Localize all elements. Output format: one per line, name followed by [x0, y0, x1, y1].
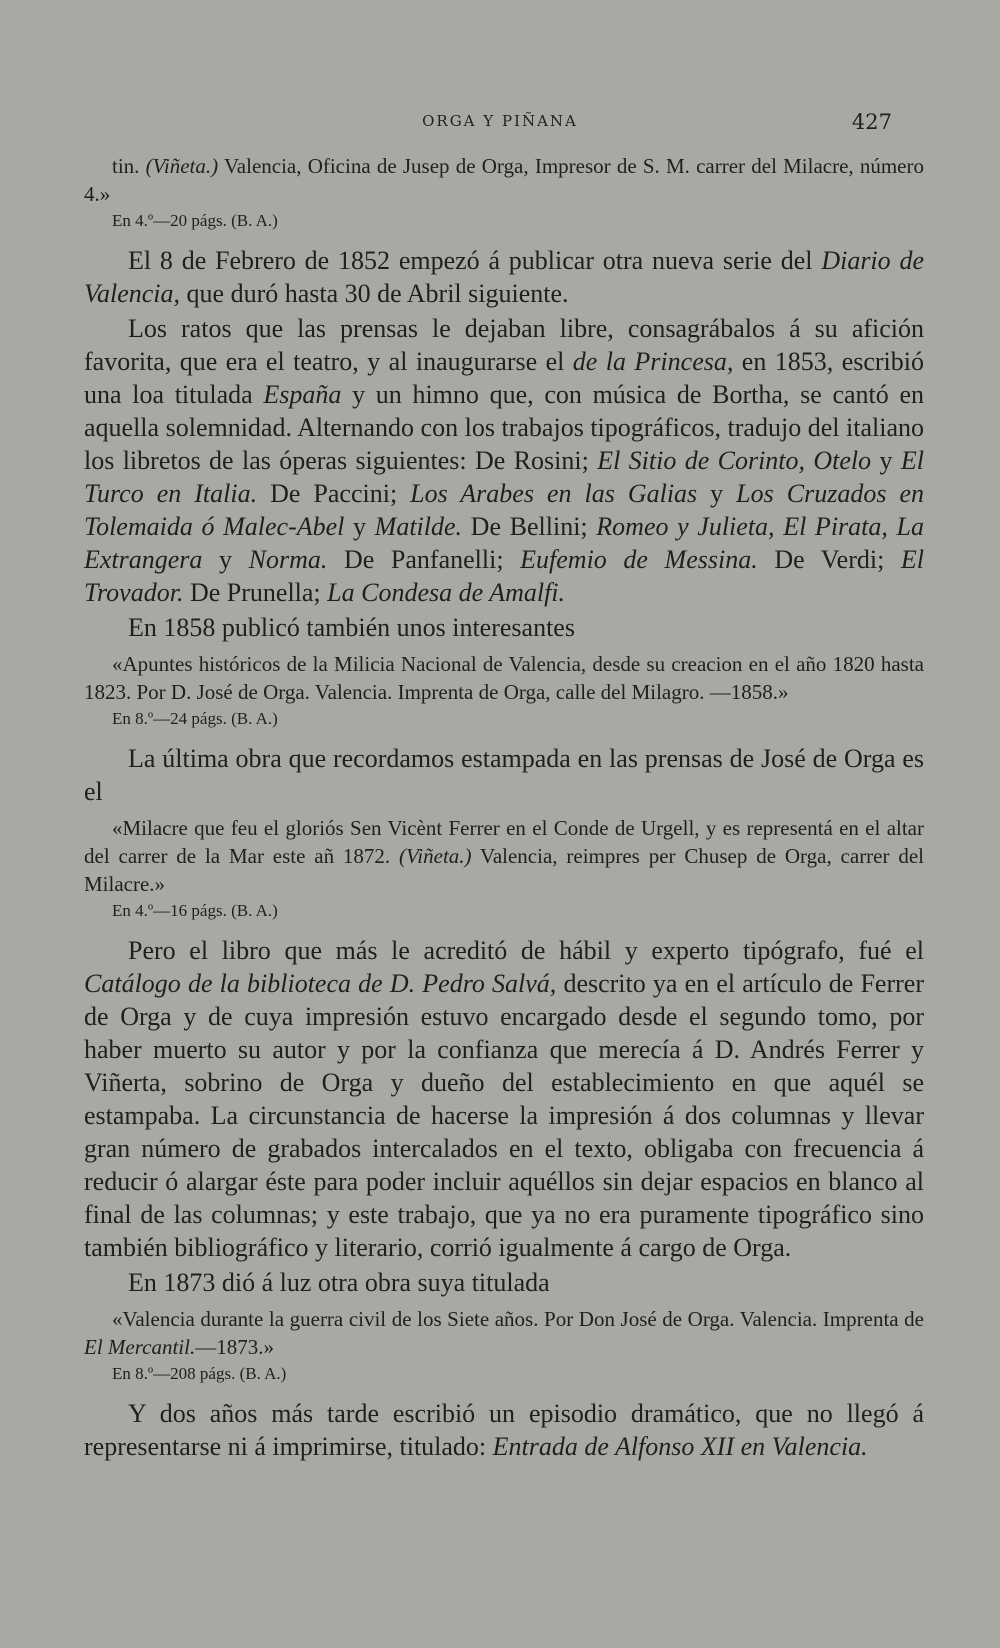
- page-body: [84, 146, 924, 1465]
- text-run: De Bellini;: [462, 512, 597, 541]
- text-run: «Milacre que feu el gloriós Sen Vicènt Ferrer en el Conde de Urgell, y es representá en el altar del carrer de la Mar este añ 1872.: [84, 816, 924, 868]
- italic-title: Norma.: [248, 545, 328, 574]
- italic-title: Eufemio de Messina.: [520, 545, 758, 574]
- text-run: Los ratos que las prensas le dejaban libre, consagrábalos á su afición favorita, que era el teatro, y al inaugurarse el: [84, 314, 924, 376]
- text-run: De Prunella;: [183, 578, 328, 607]
- text-run: y: [202, 545, 249, 574]
- text-run: «Valencia durante la guerra civil de los Siete años. Por Don José de Orga. Valencia. Imprenta de: [112, 1307, 924, 1331]
- text-run: Valencia, Oficina de Jusep de Orga, Impresor de S. M. carrer del Milacre, número 4.»: [84, 154, 924, 206]
- text-run: y: [344, 512, 375, 541]
- italic-title: Matilde.: [374, 512, 463, 541]
- text-run: Y dos años más tarde escribió un episodio dramático, que no llegó á representarse ni á imprimirse, titulado:: [84, 1399, 924, 1461]
- text-run: En 1858 publicó también unos interesantes: [128, 613, 575, 642]
- text-run: De Paccini;: [257, 479, 411, 508]
- text-run: Pero el libro que más le acreditó de hábil y experto tipógrafo, fué el: [128, 936, 924, 965]
- paragraph: [84, 312, 924, 609]
- italic-title: Diario de Valencia,: [84, 246, 924, 308]
- text-run: Valencia, reimpres per Chusep de Orga, carrer del Milacre.»: [84, 844, 924, 896]
- paragraph: [84, 742, 924, 808]
- paragraph: [84, 1266, 924, 1299]
- text-run: que duró hasta 30 de Abril siguiente.: [180, 279, 569, 308]
- text-run: De Panfanelli;: [327, 545, 521, 574]
- paragraph: [84, 244, 924, 310]
- italic-title: Romeo y Julieta, El Pirata, La Extrangera: [84, 512, 924, 574]
- text-run: y: [871, 446, 901, 475]
- text-run: En 1873 dió á luz otra obra suya titulada: [128, 1268, 550, 1297]
- text-run: —1873.»: [195, 1335, 274, 1359]
- italic-title: El Turco en Italia.: [84, 446, 924, 508]
- paragraph: [84, 611, 924, 644]
- format-note: En 8.º—24 págs. (B. A.): [112, 709, 278, 728]
- italic-title: Entrada de Alfonso XII en Valencia.: [492, 1432, 868, 1461]
- italic-title: España: [263, 380, 342, 409]
- italic-title: Los Arabes en las Galias: [410, 479, 698, 508]
- text-run: en 1853, escribió una loa titulada: [84, 347, 925, 409]
- italic-title: La Condesa de Amalfi.: [327, 578, 566, 607]
- text-run: descrito ya en el artículo de Ferrer de Orga y de cuya impresión estuvo encargado desde el segundo tomo, por haber muerto su autor y por la confianza que merecía á D. Andrés Ferrer y Viñerta, sobrino de Orga y dueño del establecimiento en que aquél se estampaba. La circunstancia de hacerse la impresión á dos columnas y llevar gran número de grabados intercalados en el texto, obligaba con frecuencia á reducir ó alargar éste para poder incluir aquéllos sin dejar espacios en blanco al final de las columnas; y este trabajo, que ya no era puramente tipográfico sino también bibliográfico y literario, corrió igualmente á cargo de Orga.: [84, 969, 924, 1262]
- italic-title: El Trovador.: [84, 545, 925, 607]
- text-run: y: [697, 479, 737, 508]
- format-note: En 4.º—20 págs. (B. A.): [112, 211, 278, 230]
- bibliographic-quote: [84, 152, 924, 208]
- text-run: El 8 de Febrero de 1852 empezó á publicar otra nueva serie del: [128, 246, 822, 275]
- paragraph: [84, 934, 924, 1264]
- italic-title: Los Cruzados en Tolemaida ó Malec-Abel: [84, 479, 924, 541]
- italic-title: El Mercantil.: [84, 1335, 196, 1359]
- italic-title: El Sitio de Corinto, Otelo: [597, 446, 872, 475]
- italic-title: (Viñeta.): [145, 154, 219, 178]
- format-note: En 8.º—208 págs. (B. A.): [112, 1364, 287, 1383]
- format-note: En 4.º—16 págs. (B. A.): [112, 901, 278, 920]
- bibliographic-quote: [84, 1305, 924, 1361]
- italic-title: de la Princesa,: [572, 347, 734, 376]
- text-run: tin.: [112, 154, 146, 178]
- text-run: La última obra que recordamos estampada en las prensas de José de Orga es el: [84, 744, 924, 806]
- paragraph: [84, 1397, 924, 1463]
- text-run: De Verdi;: [757, 545, 901, 574]
- italic-title: Catálogo de la biblioteca de D. Pedro Salvá,: [84, 969, 557, 998]
- page-number: 427: [851, 110, 892, 134]
- bibliographic-quote: [84, 814, 924, 898]
- italic-title: (Viñeta.): [399, 844, 472, 868]
- running-title: ORGA Y PIÑANA: [422, 112, 578, 130]
- text-run: y un himno que, con música de Bortha, se cantó en aquella solemnidad. Alternando con los trabajos tipográficos, tradujo del italiano los libretos de las óperas siguientes: De Rosini;: [84, 380, 925, 475]
- text-run: «Apuntes históricos de la Milicia Nacional de Valencia, desde su creacion en el año 1820 hasta 1823. Por D. José de Orga. Valencia. Imprenta de Orga, calle del Milagro. —1858.»: [84, 652, 924, 704]
- bibliographic-quote: [84, 650, 924, 706]
